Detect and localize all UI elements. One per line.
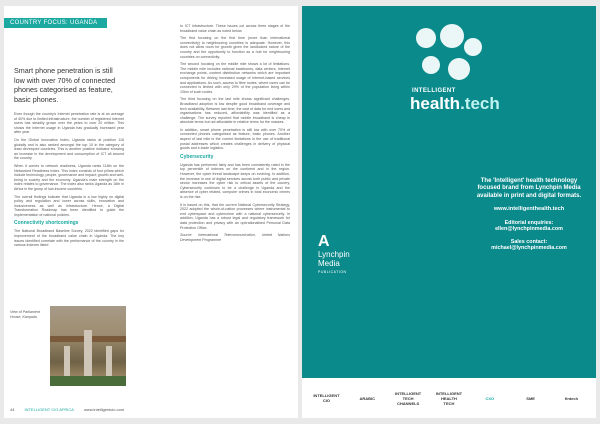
ad-tagline: The 'Intelligent' health technology focused brand from Lynchpin Media available in print and digital formats. [476, 178, 582, 199]
footer-url: www.intelligentcio.com [83, 407, 125, 412]
ad-url-link[interactable]: www.intelligenthealth.tech [493, 206, 565, 213]
editorial-label: Editorial enquiries: [504, 220, 554, 227]
sales-email-link[interactable]: michael@lynchpinmedia.com [491, 245, 567, 252]
lynchpin-name-2: Media [318, 259, 340, 268]
paragraph: Even though the country's Internet penetration rate is at an average of 40% due to limited infrastructure, the number of registered Internet users has steadily grown over the years to over 20 million. This shows the Internet usage in Uganda has gradually increased year after year. [14, 112, 124, 135]
subheading-cybersecurity: Cybersecurity [180, 153, 214, 160]
logo-fintech: fintech [564, 395, 579, 401]
ad-title-health: health [410, 94, 461, 113]
paragraph: to ICT infrastructure. These issues cut across three stages of the broadband value chain as noted below. [180, 24, 290, 33]
source-note: Source: International Telecommunication, United Nations Development Programme [180, 233, 290, 242]
editorial-email-link[interactable]: ellen@lynchpinmedia.com [495, 226, 563, 233]
health-logo-icon [416, 28, 484, 86]
ad-contact-block [472, 178, 586, 258]
logo-arabic: ARABIC [359, 395, 376, 401]
article-column-2 [180, 24, 290, 245]
left-page [4, 6, 298, 418]
page-number: 44 [10, 407, 15, 412]
paragraph: The overall findings indicate that Uganda is a low highly on digital policy and regulation and lower across skills, innovation and inclusiveness as well as infrastructure. Hence, a Digital Transformation Roadmap has been identified to guide the implementation of national policies. [14, 194, 124, 217]
paragraph: The third focusing on the last mile shows significant challenges. Broadband adoption is low despite good broadband coverage and tech availability. Between last time, the cost of data for end users and organisations has reduced, affordability was identified as a challenge. The survey reported that mobile broadband is cheap in absolute terms but not affordable in relative terms for the masses. [180, 97, 291, 125]
article-column-1 [14, 112, 124, 251]
paragraph: The second focusing on the middle mile shows a lot of limitations. The middle mile includes national backbones, data centers, Internet exchange points, content distribution networks which are important components for driving increased usage of Internet-based services and applications. As such, access to fibre nodes, where users can be connected is limited with only 29% of the population living within 10km of such nodes. [180, 62, 290, 94]
paragraph: Uganda has performed fairly and has been consistently rated in the top percentile of indexes on the continent and in the region. However, the cyber threat landscape keeps on evolving. In addition, the increase in use of digital services across both public and private sector increases the cyber risk to critical assets of the country. Cybersecurity continues to be a challenge in Uganda and the absence of cyber related, computer crimes in total economic crimes is on the rise. [180, 162, 290, 199]
brand-logo-strip [302, 378, 596, 418]
logo-cxo: CXO [485, 395, 495, 401]
logo-intelligent-cio: INTELLIGENT CIO [313, 393, 340, 403]
health-tech-advert [302, 6, 596, 418]
paragraph: When it comes to network readiness, Uganda ranks 118th on the Networked Readiness Index. This index consists of four pillars which include technology, people, governance and impact; growth and well-being in society and the economy. Uganda's main strength on the index relates to governance. The index also ranks Uganda as 16th in Africa in the group of low-income countries. [14, 163, 124, 191]
logo-tech-channels: INTELLIGENT TECH CHANNELS [395, 390, 422, 406]
photo-caption: View of Parliament House, Kampala. [10, 310, 40, 319]
lynchpin-name-1: Lynchpin [318, 250, 350, 259]
logo-sme: SME [526, 395, 535, 401]
subheading-connectivity: Connectivity shortcomings [14, 220, 79, 227]
sales-label: Sales contact: [510, 239, 548, 246]
footer-brand: INTELLIGENT CIO AFRICA [24, 407, 74, 412]
ad-title-tech: .tech [460, 94, 500, 113]
lynchpin-a: A [318, 233, 330, 250]
paragraph: It is based on this, that the current National Cybersecurity Strategy, 2022 adopted the whole-of-nation processes where instrumental to end cyberspace and cybercrime with a national cybersecurity. In addition, Uganda has a robust legal and regulatory framework for data protection and privacy with an operationalised Personal Data Protection Office. [180, 202, 290, 230]
ad-brand-title [410, 94, 500, 114]
lynchpin-publication: PUBLICATION [318, 270, 347, 274]
paragraph: The National Broadband Baseline Survey, 2022 identified gaps for improvement of the broadband value chain in Uganda. The key issues identified correlate with the performance of the country in the various indexes listed [14, 229, 124, 248]
parliament-photo [50, 306, 126, 386]
lynchpin-logo [318, 234, 366, 284]
paragraph: In addition, smart phone penetration is still low with over 70% of connected phones categorised as feature, basic phones. Another aspect of last mile is the current limitations in the use of traditional postal addresses which creates challenges in delivery of physical goods and e-trade logistics. [180, 127, 290, 151]
section-tab: COUNTRY FOCUS: UGANDA [4, 18, 107, 28]
logo-health-tech: INTELLIGENT HEALTH TECH [435, 390, 463, 406]
ad-brand-prefix: INTELLIGENT [412, 88, 456, 94]
paragraph: On the Global Innovation Index, Uganda ranks at position 116 globally and is also ranked amongst the top 10 in the category of least developed countries. This is another positive indicator showing an increase in the development and consumption of ICT all around the country. [14, 137, 124, 161]
paragraph: The first focusing on the first time (more than international connectivity) to neighbouring countries is adequate. However, this does not allow room for growth given the landlocked nature of the country and the opportunity to function as a hub for neighbouring countries on connectivity. [180, 36, 290, 59]
page-footer [10, 407, 124, 412]
pull-quote: Smart phone penetration is still low with over 70% of connected phones categorised as feature, basic phones. [14, 66, 116, 104]
